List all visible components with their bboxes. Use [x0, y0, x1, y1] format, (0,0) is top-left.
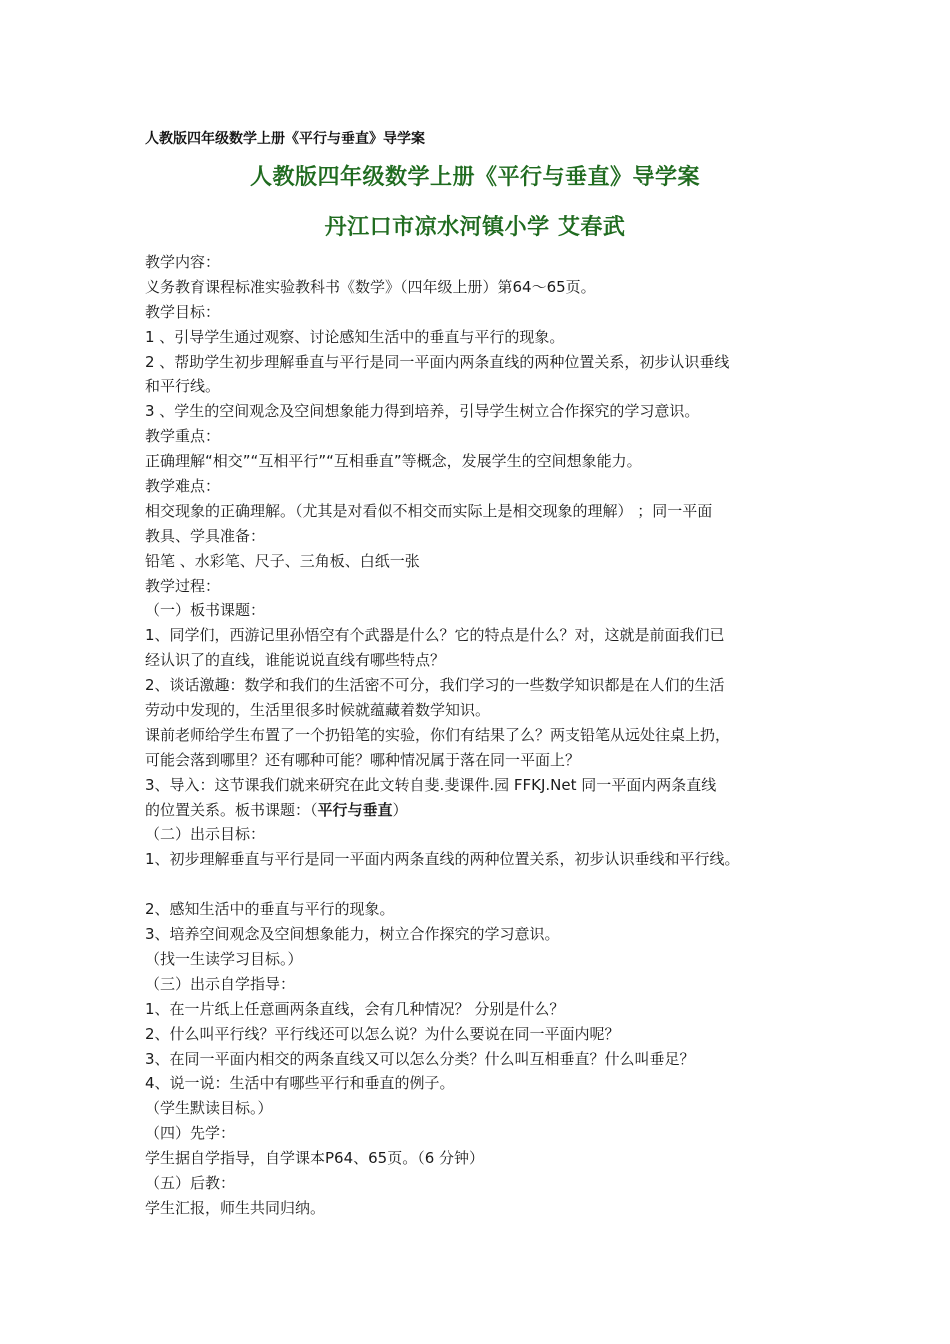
- body-line: 铅笔 、水彩笔、尺子、三角板、白纸一张: [145, 551, 420, 570]
- board-title-prefix: 的位置关系。板书课题：（: [145, 800, 318, 819]
- body-line: 可能会落到哪里？还有哪种可能？哪种情况属于落在同一平面上？: [145, 750, 581, 769]
- body-line: 3 、学生的空间观念及空间想象能力得到培养，引导学生树立合作探究的学习意识。: [145, 402, 700, 421]
- body-line: 经认识了的直线，谁能说说直线有哪些特点？: [145, 651, 446, 670]
- body-line: 3、培养空间观念及空间想象能力，树立合作探究的学习意识。: [145, 925, 560, 944]
- body-line: 3、导入：这节课我们就来研究在此文转自斐.斐课件.园 FFKJ.Net 同一平面内两条直线: [145, 775, 717, 794]
- blank-line: [145, 872, 825, 897]
- body-line: （找一生读学习目标。）: [145, 949, 303, 968]
- body-line: 学生据自学指导，自学课本P64、65页。（6 分钟）: [145, 1149, 485, 1168]
- body-line: 学生汇报，师生共同归纳。: [145, 1198, 326, 1217]
- body-line: （学生默读目标。）: [145, 1099, 273, 1118]
- body-line: 和平行线。: [145, 377, 221, 396]
- author-line: 丹江口市凉水河镇小学 艾春武: [324, 215, 626, 240]
- body-line: 2、谈话激趣：数学和我们的生活密不可分，我们学习的一些数学知识都是在人们的生活: [145, 676, 725, 695]
- document-title: 人教版四年级数学上册《平行与垂直》导学案: [249, 165, 700, 190]
- board-title-line: [145, 798, 825, 823]
- body-line: （三）出示自学指导：: [145, 974, 296, 993]
- body-line: 正确理解“相交”“互相平行”“互相垂直”等概念，发展学生的空间想象能力。: [145, 452, 642, 471]
- body-line: （二）出示目标：: [145, 825, 266, 844]
- body-line: （四）先学：: [145, 1124, 236, 1143]
- body-line: 2、什么叫平行线？平行线还可以怎么说？为什么要说在同一平面内呢？: [145, 1024, 620, 1043]
- body-line: 教学难点：: [145, 477, 221, 496]
- body-line: 教学内容：: [145, 253, 221, 271]
- body-line: 义务教育课程标准实验教科书《数学》（四年级上册）第64～65页。: [145, 277, 596, 296]
- body-line: 3、在同一平面内相交的两条直线又可以怎么分类？什么叫互相垂直？什么叫垂足？: [145, 1049, 695, 1068]
- body-line: 教学过程：: [145, 576, 221, 595]
- body-line: （五）后教：: [145, 1173, 236, 1192]
- body-line: 教学目标：: [145, 302, 221, 321]
- body-line: 1、在一片纸上任意画两条直线，会有几种情况？ 分别是什么？: [145, 999, 565, 1018]
- body-line: （一）板书课题：: [145, 601, 266, 620]
- body-line: 教学重点：: [145, 427, 221, 446]
- page-header: 人教版四年级数学上册《平行与垂直》导学案: [145, 131, 425, 147]
- body-line: 2、感知生活中的垂直与平行的现象。: [145, 900, 395, 919]
- body-line: 1、同学们，西游记里孙悟空有个武器是什么？它的特点是什么？对，这就是前面我们已: [145, 626, 725, 645]
- body-line: 课前老师给学生布置了一个扔铅笔的实验，你们有结果了么？两支铅笔从远处往桌上扔，: [145, 725, 731, 744]
- document-body: [145, 250, 825, 1221]
- body-line: 教具、学具准备：: [145, 526, 266, 545]
- body-line: 2 、帮助学生初步理解垂直与平行是同一平面内两条直线的两种位置关系，初步认识垂线: [145, 352, 730, 371]
- body-line: 1、初步理解垂直与平行是同一平面内两条直线的两种位置关系，初步认识垂线和平行线。: [145, 850, 740, 869]
- board-title-suffix: ）: [392, 800, 408, 819]
- body-line: 劳动中发现的，生活里很多时候就蕴藏着数学知识。: [145, 701, 491, 720]
- body-line: 4、说一说：生活中有哪些平行和垂直的例子。: [145, 1074, 455, 1093]
- body-line: 1 、引导学生通过观察、讨论感知生活中的垂直与平行的现象。: [145, 327, 565, 346]
- body-line: 相交现象的正确理解。（尤其是对看似不相交而实际上是相交现象的理解） ；同一平面: [145, 501, 713, 520]
- board-title-bold: 平行与垂直: [317, 800, 393, 819]
